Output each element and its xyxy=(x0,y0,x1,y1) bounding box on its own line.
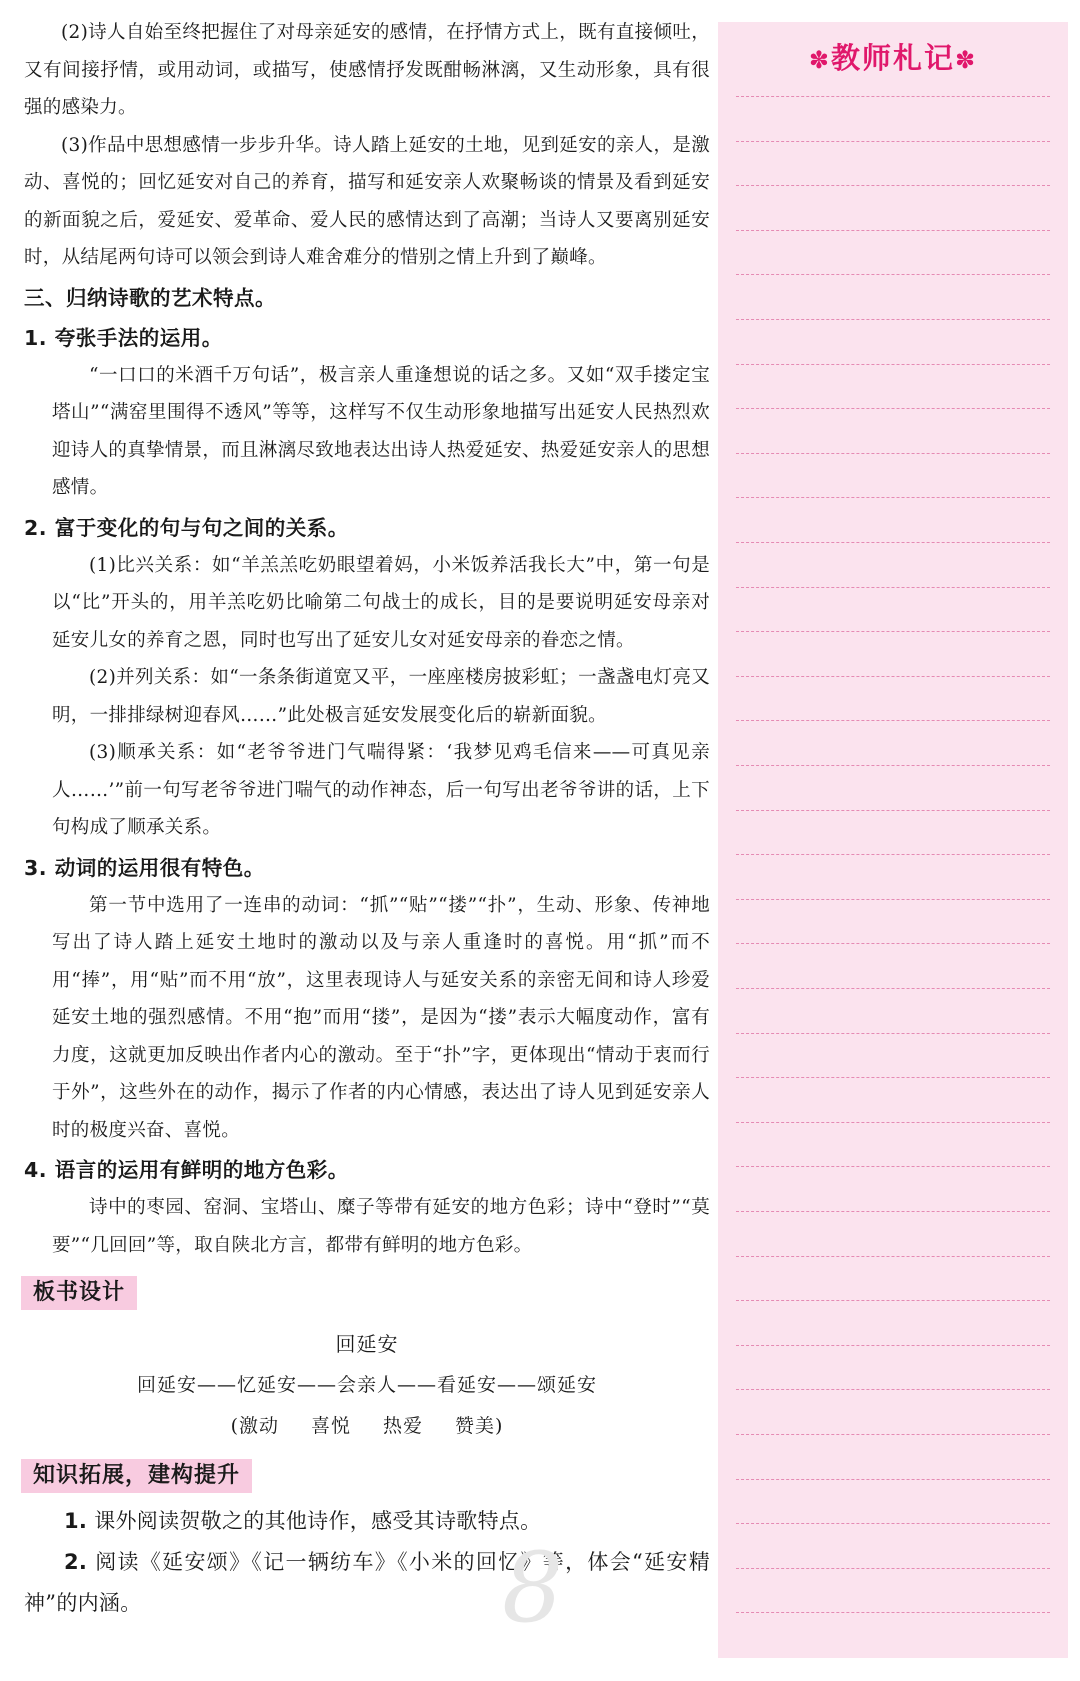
extension-item-2-number: 2. xyxy=(64,1550,88,1574)
note-line[interactable] xyxy=(736,943,1050,944)
note-line[interactable] xyxy=(736,988,1050,989)
note-line[interactable] xyxy=(736,1568,1050,1569)
section-3-title: 三、归纳诗歌的艺术特点。 xyxy=(24,285,276,310)
note-line[interactable] xyxy=(736,1122,1050,1123)
note-line[interactable] xyxy=(736,230,1050,231)
note-line[interactable] xyxy=(736,1256,1050,1257)
feature-1-text: “一口口的米酒千万句话”，极言亲人重逢想说的话之多。又如“双手搂定宝塔山”“满窑里围得不透风”等等，这样写不仅生动形象地描写出延安人民热烈欢迎诗人的真挚情景，而且淋漓尽致地表达出诗人热爱延安、热爱延安亲人的思想感情。 xyxy=(52,364,711,498)
teacher-notes-title xyxy=(718,36,1068,77)
feature-2-item-c: (3)顺承关系：如“老爷爷进门气喘得紧：‘我梦见鸡毛信来——可真见亲人……’”前一句写老爷爷进门喘气的动作神态，后一句写出老爷爷讲的话，上下句构成了顺承关系。 xyxy=(52,742,710,838)
note-line[interactable] xyxy=(736,96,1050,97)
feature-2-body xyxy=(24,547,710,847)
extension-item-2-text: 阅读《延安颂》《记一辆纺车》《小米的回忆》等，体会“延安精神”的内涵。 xyxy=(24,1550,710,1615)
flower-icon: ✽ xyxy=(955,46,978,74)
note-line[interactable] xyxy=(736,899,1050,900)
flower-icon: ✽ xyxy=(808,46,831,74)
feature-3-body xyxy=(24,887,710,1150)
extension-item-1-text: 课外阅读贺敬之的其他诗作，感受其诗歌特点。 xyxy=(94,1509,542,1533)
board-flow: 回延安——忆延安——会亲人——看延安——颂延安 xyxy=(136,1374,597,1396)
extension-item-1-number: 1. xyxy=(64,1509,88,1533)
feature-3-text: 第一节中选用了一连串的动词：“抓”“贴”“搂”“扑”，生动、形象、传神地写出了诗人踏上延安土地时的激动以及与亲人重逢时的喜悦。用“抓”而不用“捧”，用“贴”而不用“放”，这里表现诗人与延安关系的亲密无间和诗人珍爱延安土地的强烈感情。不用“抱”而用“搂”，是因为“搂”表示大幅度动作，富有力度，这就更加反映出作者内心的激动。至于“扑”字，更体现出“情动于衷而行于外”，这些外在的动作，揭示了作者的内心情感，表达出了诗人见到延安亲人时的极度兴奋、喜悦。 xyxy=(52,894,710,1141)
note-line[interactable] xyxy=(736,408,1050,409)
board-emotion-item: (激动 xyxy=(230,1415,279,1437)
feature-2-heading: 2. 富于变化的句与句之间的关系。 xyxy=(24,515,349,540)
extension-item-2 xyxy=(24,1542,710,1624)
board-emotion-item: 赞美) xyxy=(455,1415,504,1437)
note-line[interactable] xyxy=(736,274,1050,275)
teacher-notes-label: 教师札记 xyxy=(830,41,955,75)
feature-2-item-a: (1)比兴关系：如“羊羔羔吃奶眼望着妈，小米饭养活我长大”中，第一句是以“比”开头的，用羊羔吃奶比喻第二句战士的成长，目的是要说明延安母亲对延安儿女的养育之恩，同时也写出了延安儿女对延安母亲的眷恋之情。 xyxy=(52,554,710,651)
board-title: 回延安 xyxy=(335,1332,399,1356)
note-line[interactable] xyxy=(736,1389,1050,1390)
note-line[interactable] xyxy=(736,1211,1050,1212)
extension-item-1 xyxy=(24,1501,710,1542)
feature-1-heading: 1. 夸张手法的运用。 xyxy=(24,325,223,350)
note-line[interactable] xyxy=(736,319,1050,320)
note-line[interactable] xyxy=(736,141,1050,142)
note-line[interactable] xyxy=(736,587,1050,588)
note-line[interactable] xyxy=(736,497,1050,498)
main-content xyxy=(24,14,710,1624)
feature-4-body xyxy=(24,1189,710,1264)
note-line[interactable] xyxy=(736,1033,1050,1034)
board-design-tag: 板书设计 xyxy=(21,1276,137,1310)
note-line[interactable] xyxy=(736,453,1050,454)
note-line[interactable] xyxy=(736,1612,1050,1613)
note-line[interactable] xyxy=(736,810,1050,811)
board-emotion-item: 喜悦 xyxy=(310,1415,351,1437)
note-line[interactable] xyxy=(736,1434,1050,1435)
teacher-notes-panel xyxy=(718,22,1068,1658)
note-line[interactable] xyxy=(736,1300,1050,1301)
note-line[interactable] xyxy=(736,1077,1050,1078)
note-line[interactable] xyxy=(736,1166,1050,1167)
note-line[interactable] xyxy=(736,765,1050,766)
page-number: 8 xyxy=(502,1532,564,1644)
board-design xyxy=(24,1324,710,1447)
feature-3-heading: 3. 动词的运用很有特色。 xyxy=(24,855,265,880)
note-line[interactable] xyxy=(736,1523,1050,1524)
note-line[interactable] xyxy=(736,854,1050,855)
note-line[interactable] xyxy=(736,676,1050,677)
extension-tag: 知识拓展，建构提升 xyxy=(21,1459,252,1493)
note-line[interactable] xyxy=(736,185,1050,186)
note-line[interactable] xyxy=(736,542,1050,543)
note-line[interactable] xyxy=(736,720,1050,721)
feature-4-heading: 4. 语言的运用有鲜明的地方色彩。 xyxy=(24,1158,349,1182)
feature-2-item-b: (2)并列关系：如“一条条街道宽又平，一座座楼房披彩虹；一盏盏电灯亮又明，一排排绿树迎春风……”此处极言延安发展变化后的崭新面貌。 xyxy=(52,667,710,726)
board-emotion-item: 热爱 xyxy=(383,1415,424,1437)
note-line[interactable] xyxy=(736,1479,1050,1480)
note-line[interactable] xyxy=(736,1345,1050,1346)
paragraph-emotion-sublimation: (3)作品中思想感情一步步升华。诗人踏上延安的土地，见到延安的亲人，是激动、喜悦的；回忆延安对自己的养育，描写和延安亲人欢聚畅谈的情景及看到延安的新面貌之后，爱延安、爱革命、爱人民的感情达到了高潮；当诗人又要离别延安时，从结尾两句诗可以领会到诗人难舍难分的惜别之情上升到了巅峰。 xyxy=(24,134,710,268)
board-emotions xyxy=(24,1406,710,1447)
paragraph-emotion-expression: (2)诗人自始至终把握住了对母亲延安的感情，在抒情方式上，既有直接倾吐，又有间接抒情，或用动词，或描写，使感情抒发既酣畅淋漓，又生动形象，具有很强的感染力。 xyxy=(24,22,710,118)
note-line[interactable] xyxy=(736,364,1050,365)
feature-4-text: 诗中的枣园、窑洞、宝塔山、糜子等带有延安的地方色彩；诗中“登时”“莫要”“几回回”等，取自陕北方言，都带有鲜明的地方色彩。 xyxy=(52,1197,710,1256)
feature-1-body xyxy=(24,357,710,507)
note-line[interactable] xyxy=(736,631,1050,632)
